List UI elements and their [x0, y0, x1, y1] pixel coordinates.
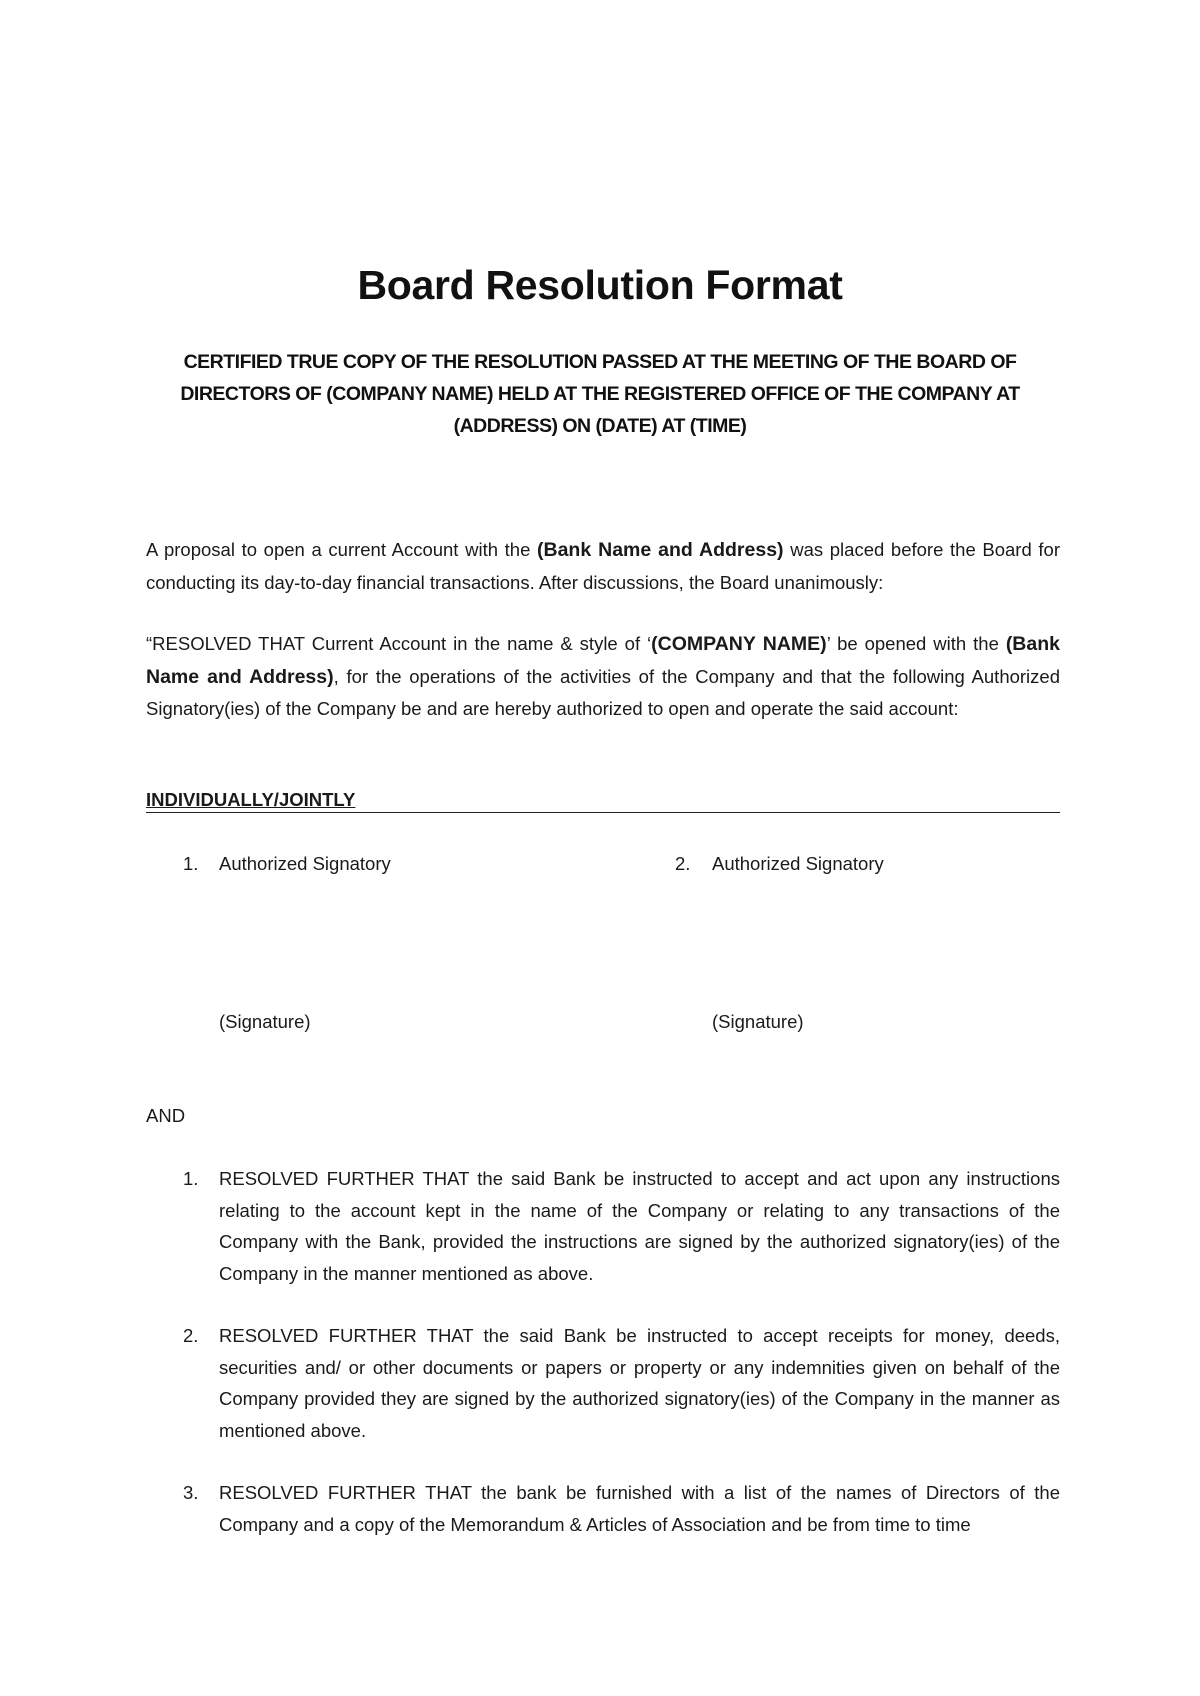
document-subtitle: CERTIFIED TRUE COPY OF THE RESOLUTION PASSED AT THE MEETING OF THE BOARD OF DIRECTORS OF (COMPANY NAME) HELD AT THE REGISTERED OFFICE OF THE COMPANY AT (ADDRESS) ON (DATE) AT (TIME) [180, 351, 1020, 437]
further-resolution-text: RESOLVED FURTHER THAT the said Bank be instructed to accept receipts for money, deeds, securities and/ or other documents or papers or property or any indemnities given on behalf of the Company provided they are signed by the authorized signatory(ies) of the Company in the manner as mentioned above. [219, 1325, 1060, 1441]
proposal-paragraph [146, 534, 1060, 598]
signatory-2-label: Authorized Signatory [712, 853, 884, 874]
proposal-text-start: A proposal to open a current Account with the [146, 539, 538, 560]
and-label: AND [146, 1105, 186, 1126]
further-resolution-number: 3. [183, 1482, 199, 1503]
bank-name-placeholder-2: (Bank Name and Address) [146, 633, 1060, 688]
further-resolution-number: 2. [183, 1325, 199, 1346]
proposal-text-end: was placed before the Board for conducting its day-to-day financial transactions. After discussions, the Board unanimously: [146, 539, 1060, 593]
resolution-text-3: , for the operations of the activities of the Company and that the following Authorized Signatory(ies) of the Company be and are hereby authorized to open and operate the said account: [146, 665, 1060, 719]
further-resolution-text: RESOLVED FURTHER THAT the said Bank be instructed to accept and act upon any instructions relating to the account kept in the name of the Company or relating to any transactions of the Company with the Bank, provided the instructions are signed by the authorized signatory(ies) of the Company in the manner mentioned as above. [219, 1168, 1060, 1284]
signatory-1-number: 1. [183, 853, 199, 874]
bank-name-placeholder: (Bank Name and Address) [537, 539, 784, 561]
section-heading [146, 788, 1060, 813]
signatory-1-signature: (Signature) [219, 1011, 311, 1032]
further-resolution-number: 1. [183, 1168, 199, 1189]
signatory-2-signature: (Signature) [712, 1011, 804, 1032]
resolution-text-2: ’ be opened with the [826, 633, 1006, 654]
company-name-placeholder: (COMPANY NAME) [651, 633, 827, 655]
section-heading-text: INDIVIDUALLY/JOINTLY [146, 789, 356, 810]
signatory-1-label: Authorized Signatory [219, 853, 391, 874]
resolution-paragraph [146, 628, 1060, 725]
resolution-text-1: “RESOLVED THAT Current Account in the name & style of ‘ [146, 633, 652, 654]
document-title: Board Resolution Format [357, 262, 843, 308]
signatory-2-number: 2. [675, 853, 691, 874]
further-resolution-text: RESOLVED FURTHER THAT the bank be furnished with a list of the names of Directors of the Company and a copy of the Memorandum & Articles of Association and be from time to time [219, 1482, 1060, 1535]
